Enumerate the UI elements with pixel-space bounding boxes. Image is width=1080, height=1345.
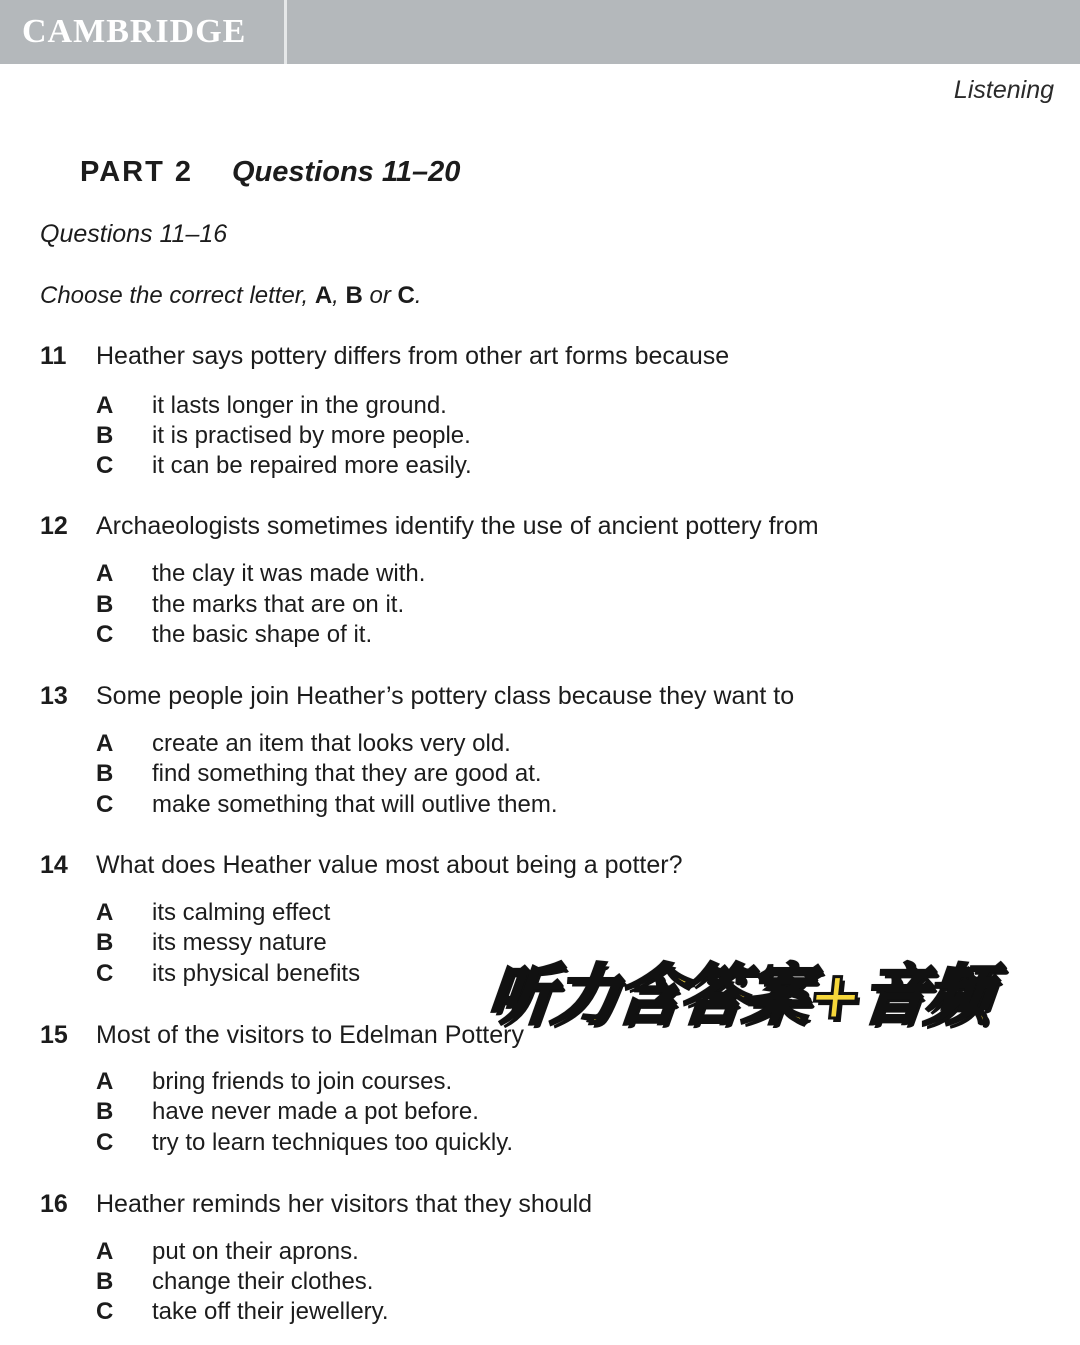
instruction-letter-a: A (314, 282, 333, 309)
option-text: put on their aprons. (152, 1238, 359, 1265)
question-number: 14 (40, 851, 68, 879)
question-text: Heather says pottery differs from other art forms because (96, 342, 730, 370)
section-label: Listening (953, 76, 1054, 104)
option-text: bring friends to join courses. (152, 1068, 453, 1095)
option-text: its calming effect (152, 899, 331, 926)
option-text: the clay it was made with. (152, 560, 426, 587)
question-text: Some people join Heather’s pottery class because they want to (96, 682, 795, 710)
option-letter: A (96, 392, 114, 419)
option-letter: C (96, 452, 114, 479)
option-text: create an item that looks very old. (152, 730, 511, 757)
question-text: Heather reminds her visitors that they should (96, 1190, 593, 1218)
question-number: 12 (40, 512, 68, 540)
option-letter: B (96, 1098, 114, 1125)
option-text: have never made a pot before. (152, 1098, 479, 1125)
question-number: 15 (40, 1021, 68, 1049)
brand-logo: CAMBRIDGE (22, 13, 247, 50)
question-number: 11 (40, 342, 67, 370)
option-text: it lasts longer in the ground. (152, 392, 447, 419)
instruction-sep: , (332, 282, 346, 309)
question-text: What does Heather value most about being a potter? (96, 851, 683, 879)
option-letter: B (96, 1268, 114, 1295)
option-text: change their clothes. (152, 1268, 374, 1295)
header-divider (284, 0, 287, 64)
question-number: 16 (40, 1190, 68, 1218)
question-text: Most of the visitors to Edelman Pottery (96, 1021, 524, 1049)
option-letter: B (96, 591, 114, 618)
option-letter: C (96, 1298, 114, 1325)
sub-heading: Questions 11–16 (40, 220, 228, 248)
part-title: PART 2 (80, 156, 193, 188)
option-letter: B (96, 760, 114, 787)
part-questions-range: Questions 11–20 (232, 156, 461, 188)
question-text: Archaeologists sometimes identify the use of ancient pottery from (96, 512, 819, 540)
option-text: take off their jewellery. (152, 1298, 389, 1325)
promo-overlay-text: 听力含答案+音频 (484, 957, 994, 1034)
option-letter: C (96, 791, 114, 818)
instruction-sep: or (362, 282, 398, 309)
instruction-letter-b: B (345, 282, 363, 309)
instruction-prefix: Choose the correct letter, (40, 282, 315, 309)
option-text: the marks that are on it. (152, 591, 405, 618)
option-text: find something that they are good at. (152, 760, 542, 787)
option-text: its physical benefits (152, 960, 361, 987)
option-letter: B (96, 422, 114, 449)
option-text: make something that will outlive them. (152, 791, 558, 818)
option-text: the basic shape of it. (152, 621, 373, 648)
option-letter: A (96, 560, 114, 587)
option-letter: A (96, 1068, 114, 1095)
option-text: it is practised by more people. (152, 422, 471, 449)
question-number: 13 (40, 682, 68, 710)
option-letter: A (96, 899, 114, 926)
option-text: try to learn techniques too quickly. (152, 1129, 514, 1156)
option-letter: A (96, 730, 114, 757)
instruction (40, 282, 422, 310)
option-letter: C (96, 621, 114, 648)
option-letter: C (96, 960, 114, 987)
option-text: its messy nature (152, 929, 327, 956)
instruction-end: . (414, 282, 422, 309)
option-letter: B (96, 929, 114, 956)
option-letter: C (96, 1129, 114, 1156)
option-letter: A (96, 1238, 114, 1265)
option-text: it can be repaired more easily. (152, 452, 472, 479)
instruction-letter-c: C (397, 282, 415, 309)
header-band (0, 0, 1080, 64)
